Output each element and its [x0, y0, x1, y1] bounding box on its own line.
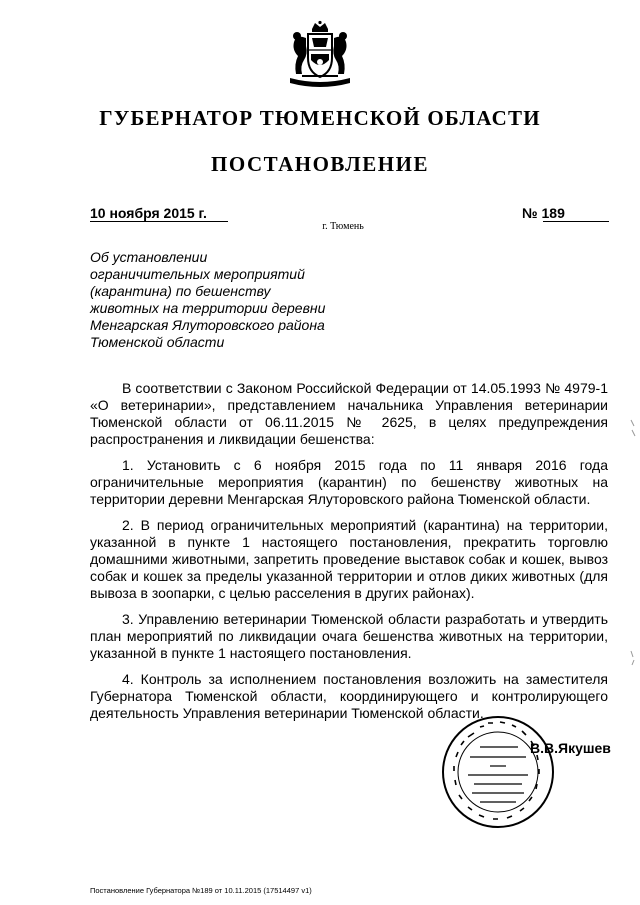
governor-title: ГУБЕРНАТОР ТЮМЕНСКОЙ ОБЛАСТИ	[99, 106, 541, 130]
clause-paragraph-3: 3. Управлению ветеринарии Тюменской области разработать и утвердить план мероприятий по ликвидации очага бешенства животных на территории, указанной в пункте 1 настоящего постановления.	[90, 611, 608, 661]
subject-line: ограничительных мероприятий	[90, 266, 305, 282]
signature-name: В.В.Якушев	[530, 740, 611, 756]
city-label: г. Тюмень	[322, 221, 364, 232]
document-number: № 189	[522, 205, 565, 221]
preamble-paragraph: В соответствии с Законом Российской Федерации от 14.05.1993 № 4979-1 «О ветеринарии», представлением начальника Управления ветеринарии Тюменской области от 06.11.2015 № 2625, в целях предупреждения распространения и ликвидации бешенства:	[90, 380, 608, 447]
document-subject	[90, 249, 380, 351]
subject-line: Об установлении	[90, 249, 208, 265]
subject-line: Тюменской области	[90, 334, 225, 350]
document-type-heading: ПОСТАНОВЛЕНИЕ	[211, 152, 429, 176]
subject-line: (карантина) по бешенству	[90, 283, 271, 299]
margin-scan-mark	[629, 418, 637, 438]
subject-line: животных на территории деревни	[90, 300, 326, 316]
coat-of-arms-emblem	[282, 20, 358, 92]
official-stamp	[438, 713, 558, 831]
clause-paragraph-4: 4. Контроль за исполнением постановления возложить на заместителя Губернатора Тюменской области, координирующего и контролирующего деятельность Управления ветеринарии Тюменской области.	[90, 671, 608, 721]
document-footer: Постановление Губернатора №189 от 10.11.2015 (17514497 v1)	[90, 886, 312, 895]
clause-paragraph-2: 2. В период ограничительных мероприятий (карантина) на территории, указанной в пункте 1 настоящего постановления, прекратить торговлю домашними животными, запретить проведение выставок собак и кошек, вывоз собак и кошек за пределы указанной территории и отлов диких животных (для вывоза в зоопарки, с целью расселения в других районах).	[90, 517, 608, 601]
subject-line: Менгарская Ялуторовского района	[90, 317, 325, 333]
document-date: 10 ноября 2015 г.	[90, 205, 207, 221]
clause-paragraph-1: 1. Установить с 6 ноября 2015 года по 11 января 2016 года ограничительные мероприятия (карантин) по бешенству животных на территории деревни Менгарская Ялуторовского района Тюменской области.	[90, 457, 608, 507]
margin-scan-mark	[629, 648, 637, 668]
document-body	[90, 380, 608, 731]
